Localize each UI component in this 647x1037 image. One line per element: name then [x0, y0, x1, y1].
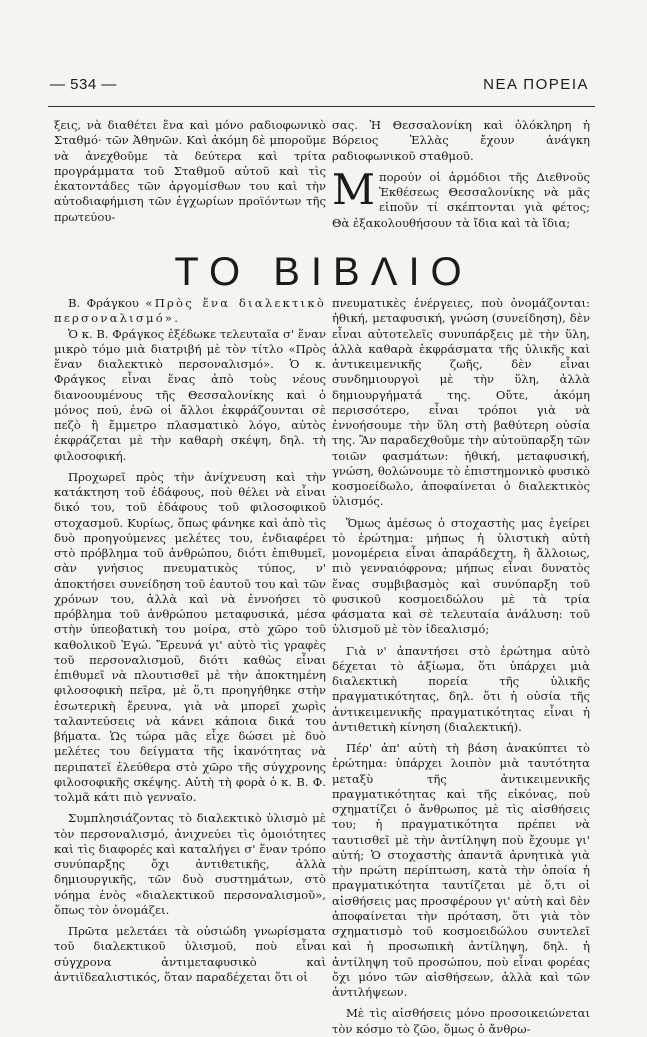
review-right-column — [332, 296, 590, 1036]
paragraph-with-dropcap — [332, 164, 590, 231]
paragraph: ξεις, νὰ διαθέτει ἕνα καὶ μόνο ραδιοφωνικὸ Σταθμό· τῶν Ἀθηνῶν. Καὶ ἀκόμη δὲ μποροῦμε νὰ ἀνεχθοῦμε τὰ δεύτερα καὶ τρίτα προγράμματα τοῦ Σταθμοῦ αὐτοῦ καὶ τὶς ἑκατοντάδες τῶν ἀργομίσθων του καὶ τὴν αὐτοδιαφήμιση τῶν ἐγχωρίων προϊόντων τῆς πρωτεύου- — [54, 118, 326, 224]
top-left-column — [54, 118, 326, 240]
paragraph-text: πορούν οἱ ἁρμόδιοι τῆς Διεθνοῦς Ἐκθέσεως Θεσσαλονίκης νὰ μᾶς εἰποῦν τί σκέπτονται γιὰ φέτος; Θὰ ἐξακολουθήσουν τὰ ἴδια καὶ τὰ ἴδια; — [332, 169, 590, 230]
header-rule — [48, 106, 595, 107]
paragraph: Ὁ κ. Β. Φράγκος ἐξέδωκε τελευταῖα σ' ἕναν μικρὸ τόμο μιὰ διατριβή μὲ τὸν τίτλο «Πρὸς ἕναν διαλεκτικὸ περσοναλισμό». Ὁ κ. Φράγκος εἶναι ἕνας ἀπὸ τοὺς νέους διανοουμένους τῆς Θεσσαλονίκης καὶ ὁ μόνος πού, ἐνῶ οἱ ἄλλοι ἐκφράζουνται σὲ πεζὸ ἢ ἔμμετρο πλασματικὸ λόγο, αὐτὸς ἐκφράζεται μὲ τὴν καθαρὴ σκέψη, δηλ. τὴ φιλοσοφική. — [54, 326, 326, 463]
paragraph: Πρῶτα μελετάει τὰ οὐσιώδη γνωρίσματα τοῦ διαλεκτικοῦ ὑλισμοῦ, ποὺ εἶναι σύγχρονα ἀντιμεταφυσικὸ καὶ ἀντιϊδεαλιστικός, ὅταν παραδέχεται ὅτι οἱ — [54, 924, 326, 984]
paragraph: Πέρ' ἀπ' αὐτὴ τὴ βάση ἀνακύπτει τὸ ἐρώτημα: ὑπάρχει λοιπὸν μιὰ ταυτότητα μεταξὺ τῆς ἀντικειμενικῆς πραγματικότητας καὶ τῆς εἰκόνας, ποὺ σχηματίζει ὁ ἄνθρωπος μὲ τὶς αἰσθήσεις του; ἡ πραγματικότητα πρέπει νὰ ταυτισθεῖ μὲ τὴν ἀντίληψη ποὺ ἔχουμε γι' αὐτή; Ὁ στοχαστὴς ἀπαντᾶ ἀρνητικὰ γιὰ τὴν πρώτη περίπτωση, κατὰ τὴν ὁποία ἡ πραγματικότητα ταυτίζεται μὲ ὅ,τι οἱ αἰσθήσεις μας προσφέρουν γι' αὐτὴ καὶ δὲν ἀποφαίνεται τὴν πρόταση, ὅτι γιὰ τὸν σχηματισμὸ τοῦ κοσμοειδώλου συντελεῖ καὶ ἡ προσωπικὴ ἀντίληψη, δηλ. ἡ ἀντίληψη τοῦ προσώπου, ποὺ εἶναι φορέας ὄχι μόνο τῶν αἰσθήσεων, ἀλλὰ καὶ τῶν ἀντιλήψεων. — [332, 741, 590, 999]
paragraph: Ὅμως ἀμέσως ὁ στοχαστὴς μας ἐγείρει τὸ ἐρώτημα: μήπως ἡ ὑλιστικὴ αὐτὴ μονομέρεια εἶναι ἀπαράδεχτη, ἢ ἄλλοιως, πιὸ γενναιόφρονα; μήπως εἶναι δυνατὸς ἕνας συμβιβασμὸς καὶ συνύπαρξη τοῦ φυσικοῦ κοσμοειδώλου μὲ τὰ τρία φάσματα καὶ σὲ τελευταία ἀνάλυση: τοῦ ὑλισμοῦ μὲ τὸν ἰδεαλισμό; — [332, 515, 590, 637]
journal-title: ΝΕΑ ΠΟΡΕΙΑ — [483, 76, 589, 93]
book-author: Β. Φράγκου — [68, 296, 139, 310]
book-title: «Πρὸς ἕνα διαλεκτικὸ περσοναλισμό». — [54, 296, 327, 326]
paragraph: Γιὰ ν' ἀπαντήσει στὸ ἐρώτημα αὐτὸ δέχεται τὸ ἀξίωμα, ὅτι ὑπάρχει μιὰ διαλεκτικὴ πορεία τῆς ὑλικῆς πραγματικότητας, δηλ. ὅτι ἡ οὐσία τῆς ἀντικειμενικῆς πραγματικότητας εἶναι ἡ ἀντιθετικὴ κίνηση (διαλεκτική). — [332, 643, 590, 734]
review-left-column — [54, 296, 326, 1011]
book-citation — [54, 296, 326, 327]
section-title: ΤΟ ΒΙΒΛΙΟ — [174, 250, 473, 294]
drop-cap: Μ — [332, 164, 376, 214]
paragraph: πνευματικὲς ἐνέργειες, ποὺ ὀνομάζονται: ἠθική, μεταφυσική, γνώση (συνείδηση), δὲν εἶναι αὐτοτελεῖς συνυπάρξεις μὲ τὴν ὕλη, ἀλλὰ καθαρὰ ἐκφράσματα τῆς ὑλικῆς καὶ ἀντικειμενικῆς ζωῆς, δὲν εἶναι συνδημιουργοὶ μὲ τὴν ὕλη, ἀλλὰ δημιουργήματά της. Οὔτε, ἀκόμη περισσότερο, εἶναι τρόποι γιὰ νὰ ἐννοήσουμε τὴν ὕλη στὴ βαθύτερη οὐσία της. Ἂν παραδεχθοῦμε τὴν αὐτοϋπαρξη τῶν τοιῶν φασμάτων: ἠθική, μεταφυσική, γνώση, θολώνουμε τὸ ἐπιστημονικὸ φυσικὸ κοσμοείδωλο, ἀποφαίνεται ὁ διαλεκτικὸς ὑλισμός. — [332, 296, 590, 509]
paragraph: Προχωρεῖ πρὸς τὴν ἀνίχνευση καὶ τὴν κατάκτηση τοῦ ἐδάφους, ποὺ θέλει νὰ εἶναι δικό του, τοῦ ἐδάφους τοῦ φιλοσοφικοῦ στοχασμοῦ. Κυρίως, ὅπως φάνηκε καὶ ἀπὸ τὶς δυὸ προηγούμενες μελέτες του, ἐνδιαφέρει στὸ πρόβλημα τοῦ ἀνθρώπου, διότι ἐπιθυμεῖ, σὰν γνήσιος πνευματικὸς τύπος, ν' ἀποκτήσει συνείδηση τοῦ ἑαυτοῦ του καὶ τῶν χρόνων του, ἀλλὰ καὶ νὰ ἐννοήσει τὸ πρόβλημα τοῦ ἀνθρώπου μεταφυσικά, μέσα στὴν ὑπεοβατικὴ του μοίρα, στὸ χῶρο τοῦ καθολικοῦ Ἐγώ. Ἔρευνά γι' αὐτὸ τὶς γραφὲς τοῦ περσοναλισμοῦ, διότι καθὼς εἶναι ἐπιθυμεῖ νὰ πλουτισθεῖ μὲ τὴν ἀποκτημένη φιλοσοφικὴ πεῖρα, μὲ ὅ,τι προηγήθηκε στὴν ἐσωτερικὴ ἔρευνα, γιὰ νὰ μπορεῖ χωρὶς ταλαντεύσεις νὰ κάνει κάποια δικά του βήματα. Ὡς τώρα μᾶς εἶχε δώσει μὲ δυὸ μελέτες του δείγματα τῆς ἱκανότητας νὰ περιπατεῖ ἐλεύθερα στὸ χῶρο τῆς σύγχρονης φιλοσοφικῆς σκέψης. Αὐτὴ τὴ φορὰ ὁ κ. Β. Φ. τολμᾶ κάτι πιὸ γενναῖο. — [54, 469, 326, 804]
paragraph: σας. Ἡ Θεσσαλονίκη καὶ ὁλόκληρη ἡ Βόρειος Ἑλλὰς ἔχουν ἀνάγκη ραδιοφωνικοῦ σταθμοῦ. — [332, 118, 590, 163]
paragraph: Συμπλησιάζοντας τὸ διαλεκτικὸ ὑλισμὸ μὲ τὸν περσοναλισμό, ἀνιχνεύει τὶς ὁμοιότητες καὶ τὶς διαφορές καὶ καταλήγει σ' ἕναν τρόπο συνύπαρξης ὄχι ἀντιθετικῆς, ἀλλὰ δημιουργικῆς, τῶν δυὸ συστημάτων, στὸ νόημα ἑνὸς «διαλεκτικοῦ περσοναλισμοῦ», ὅπως τὸν ὀνομάζει. — [54, 811, 326, 917]
page-number: — 534 — — [50, 76, 117, 93]
page-header — [0, 72, 647, 96]
paragraph: Μὲ τὶς αἰσθήσεις μόνο προσοικειώνεται τὸν κόσμο τὸ ζῶο, ὅμως ὁ ἄνθρω- — [332, 1006, 590, 1036]
